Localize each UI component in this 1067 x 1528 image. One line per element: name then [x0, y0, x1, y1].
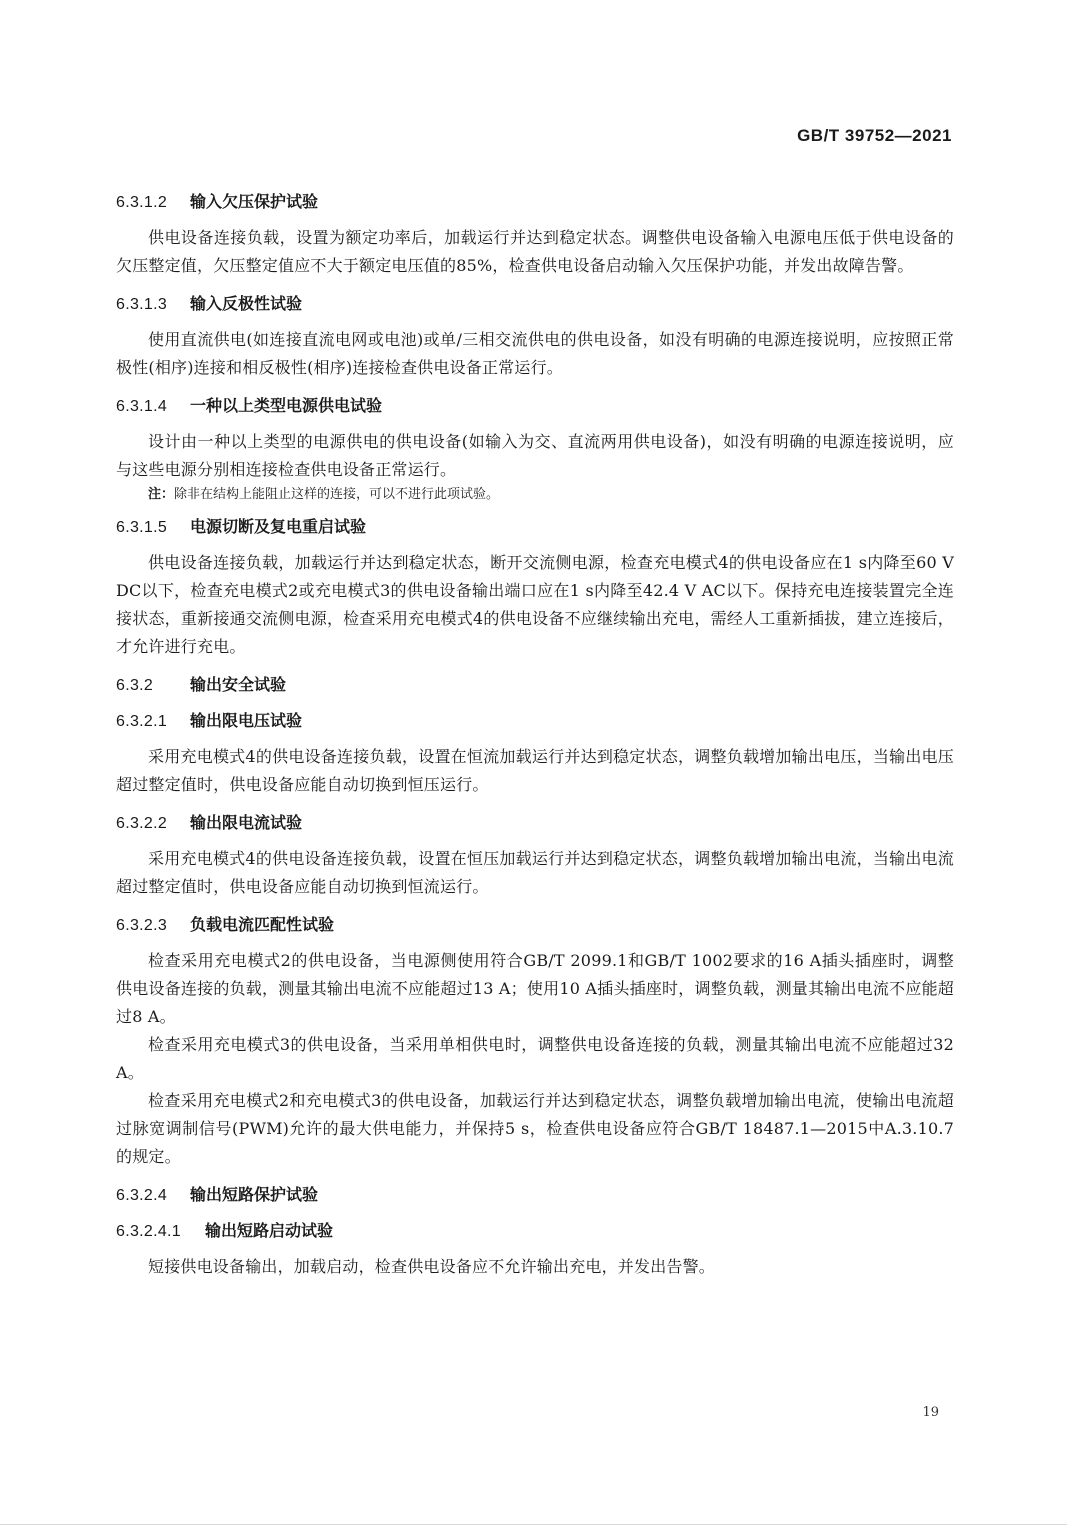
section-heading-6-3-2-3	[116, 911, 954, 941]
paragraph: 检查采用充电模式2的供电设备，当电源侧使用符合GB/T 2099.1和GB/T 1002要求的16 A插头插座时，调整供电设备连接的负载，测量其输出电流不应能超过13 A；使用10 A插头插座时，调整负载，测量其输出电流不应能超过8 A。	[116, 951, 954, 1026]
section-heading-6-3-1-4	[116, 392, 954, 422]
paragraph: 短接供电设备输出，加载启动，检查供电设备应不允许输出充电，并发出告警。	[148, 1257, 716, 1276]
section-heading-6-3-1-5	[116, 513, 954, 543]
section-title: 输入反极性试验	[190, 296, 303, 313]
section-title: 输出限电压试验	[190, 713, 303, 730]
page-edge-divider	[0, 1524, 1067, 1525]
section-title: 电源切断及复电重启试验	[190, 519, 367, 536]
paragraph: 采用充电模式4的供电设备连接负载，设置在恒压加载运行并达到稳定状态，调整负载增加输出电流，当输出电流超过整定值时，供电设备应能自动切换到恒流运行。	[116, 849, 954, 896]
section-number: 6.3.1.4	[116, 398, 168, 415]
section-title: 输出限电流试验	[190, 815, 303, 832]
section-number: 6.3.1.2	[116, 194, 168, 211]
paragraph: 供电设备连接负载，设置为额定功率后，加载运行并达到稳定状态。调整供电设备输入电源电压低于供电设备的欠压整定值，欠压整定值应不大于额定电压值的85%，检查供电设备启动输入欠压保护功能，并发出故障告警。	[116, 228, 954, 275]
section-number: 6.3.2.3	[116, 917, 168, 934]
section-heading-6-3-2-4	[116, 1181, 954, 1211]
section-title: 输出短路启动试验	[205, 1223, 334, 1240]
section-number: 6.3.2.4.1	[116, 1223, 181, 1240]
section-number: 6.3.2	[116, 677, 154, 694]
section-heading-6-3-2-2	[116, 809, 954, 839]
paragraph: 检查采用充电模式2和充电模式3的供电设备，加载运行并达到稳定状态，调整负载增加输出电流，使输出电流超过脉宽调制信号(PWM)允许的最大供电能力，并保持5 s，检查供电设备应符合GB/T 18487.1—2015中A.3.10.7的规定。	[116, 1091, 954, 1166]
section-number: 6.3.1.5	[116, 519, 168, 536]
section-heading-6-3-1-2	[116, 188, 954, 218]
page-number: 19	[922, 1405, 939, 1420]
section-heading-6-3-2-4-1	[116, 1217, 954, 1247]
paragraph: 设计由一种以上类型的电源供电的供电设备(如输入为交、直流两用供电设备)，如没有明确的电源连接说明，应与这些电源分别相连接检查供电设备正常运行。	[116, 432, 954, 479]
section-heading-6-3-1-3	[116, 290, 954, 320]
section-number: 6.3.2.1	[116, 713, 168, 730]
section-heading-6-3-2	[116, 671, 954, 701]
note	[116, 484, 954, 505]
section-heading-6-3-2-1	[116, 707, 954, 737]
section-title: 一种以上类型电源供电试验	[190, 398, 383, 415]
document-body	[116, 188, 954, 1291]
section-title: 输出安全试验	[190, 677, 287, 694]
section-number: 6.3.2.2	[116, 815, 168, 832]
note-label: 注：	[148, 486, 175, 501]
paragraph: 检查采用充电模式3的供电设备，当采用单相供电时，调整供电设备连接的负载，测量其输出电流不应能超过32 A。	[116, 1035, 954, 1082]
note-text: 除非在结构上能阻止这样的连接，可以不进行此项试验。	[174, 487, 500, 502]
section-title: 输入欠压保护试验	[190, 194, 319, 211]
paragraph: 采用充电模式4的供电设备连接负载，设置在恒流加载运行并达到稳定状态，调整负载增加输出电压，当输出电压超过整定值时，供电设备应能自动切换到恒压运行。	[116, 747, 954, 794]
paragraph: 使用直流供电(如连接直流电网或电池)或单/三相交流供电的供电设备，如没有明确的电源连接说明，应按照正常极性(相序)连接和相反极性(相序)连接检查供电设备正常运行。	[116, 330, 954, 377]
standard-code: GB/T 39752—2021	[797, 126, 952, 145]
section-number: 6.3.1.3	[116, 296, 168, 313]
section-title: 输出短路保护试验	[190, 1187, 319, 1204]
paragraph: 供电设备连接负载，加载运行并达到稳定状态，断开交流侧电源，检查充电模式4的供电设备应在1 s内降至60 V DC以下，检查充电模式2或充电模式3的供电设备输出端口应在1 s内降至42.4 V AC以下。保持充电连接装置完全连接状态，重新接通交流侧电源，检查采用充电模式4的供电设备不应继续输出充电，需经人工重新插拔，建立连接后，才允许进行充电。	[116, 553, 954, 656]
section-number: 6.3.2.4	[116, 1187, 168, 1204]
section-title: 负载电流匹配性试验	[190, 917, 335, 934]
